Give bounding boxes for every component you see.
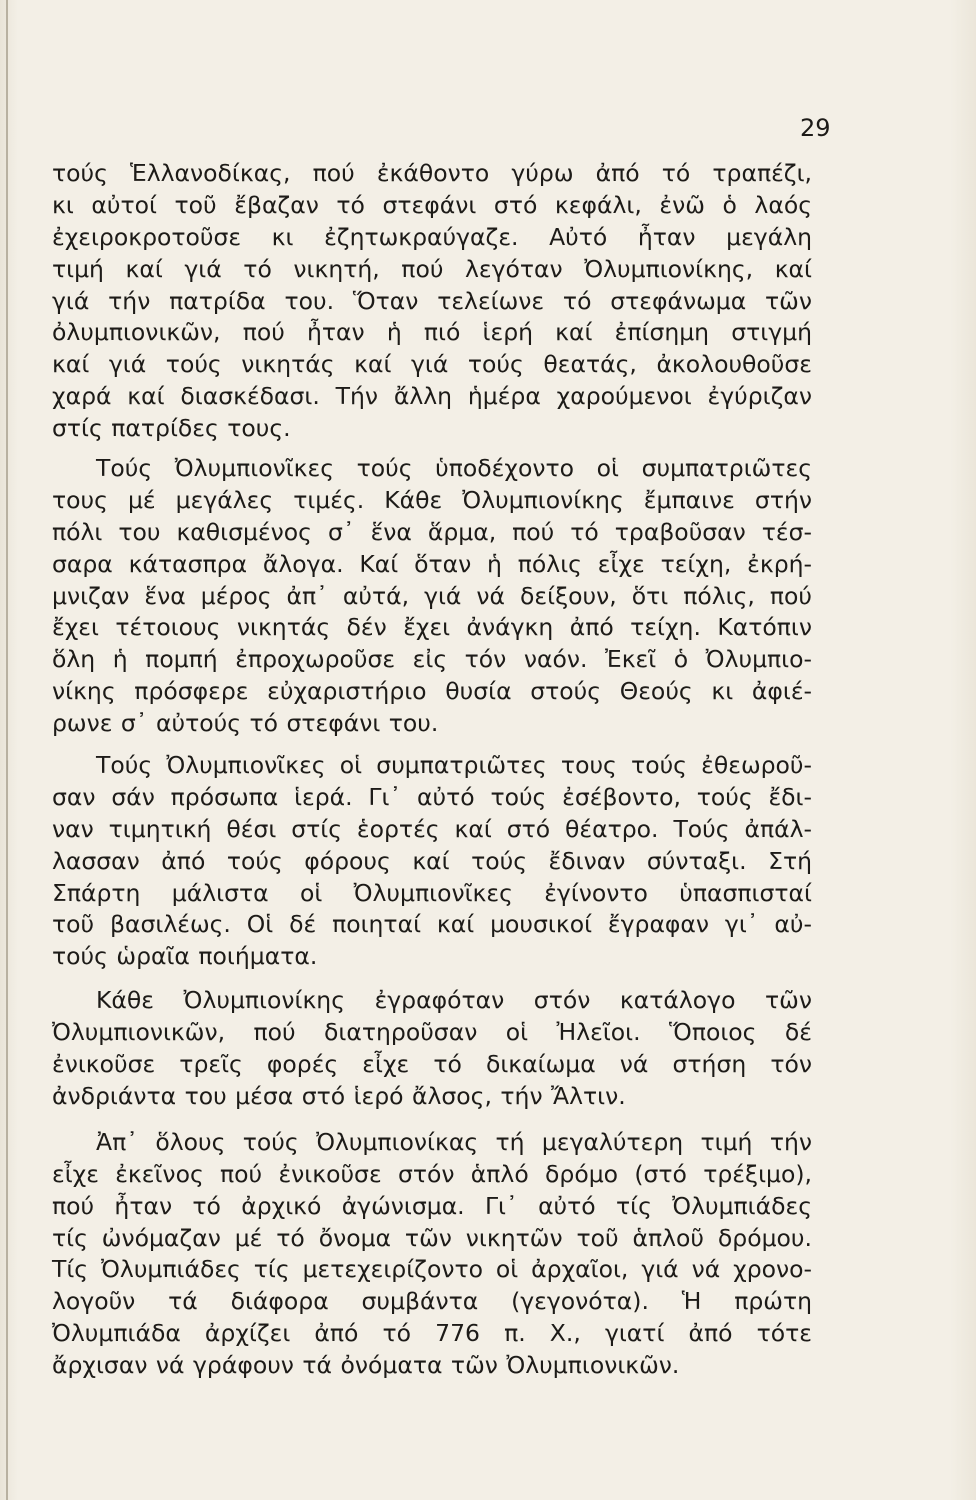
text-line: τούς ὡραῖα ποιήματα.	[52, 942, 318, 971]
text-line: ἀνδριάντα του μέσα στό ἱερό ἄλσος, τήν Ἄλτιν.	[52, 1081, 626, 1110]
paragraph-5	[52, 1127, 812, 1382]
text-line: λογοῦν τά διάφορα συμβάντα (γεγονότα). Ἡ πρώτη	[52, 1287, 812, 1316]
text-line: κι αὐτοί τοῦ ἔβαζαν τό στεφάνι στό κεφάλι, ἐνῶ ὁ λαός	[52, 190, 812, 219]
text-line: Ἀπ᾽ ὅλους τούς Ὀλυμπιονίκας τή μεγαλύτερη τιμή τήν	[96, 1127, 812, 1156]
page-number: 29	[800, 114, 831, 142]
text-line: σαρα κάτασπρα ἄλογα. Καί ὅταν ἡ πόλις εἶχε τείχη, ἐκρή-	[52, 549, 812, 578]
text-line: Ὀλυμπιάδα ἀρχίζει ἀπό τό 776 π. Χ., γιατί ἀπό τότε	[52, 1319, 812, 1348]
text-line: Ὀλυμπιονικῶν, πού διατηροῦσαν οἱ Ἠλεῖοι. Ὅποιος δέ	[52, 1018, 812, 1047]
paragraph-4	[52, 985, 812, 1113]
text-line: ρωνε σ᾽ αὐτούς τό στεφάνι του.	[52, 709, 439, 738]
text-line: ὅλη ἡ πομπή ἐπροχωροῦσε εἰς τόν ναόν. Ἐκεῖ ὁ Ὀλυμπιο-	[52, 645, 812, 674]
text-line: χαρά καί διασκέδασι. Τήν ἄλλη ἡμέρα χαρούμενοι ἐγύριζαν	[52, 382, 812, 411]
text-line: ἔχει τέτοιους νικητάς δέν ἔχει ἀνάγκη ἀπό τείχη. Κατόπιν	[52, 613, 812, 642]
text-line: Σπάρτη μάλιστα οἱ Ὀλυμπιονῖκες ἐγίνοντο ὑπασπισταί	[52, 878, 812, 907]
text-line: νίκης πρόσφερε εὐχαριστήριο θυσία στούς Θεούς κι ἀφιέ-	[52, 677, 812, 706]
binding-edge	[6, 0, 8, 1500]
text-line: λασσαν ἀπό τούς φόρους καί τούς ἔδιναν σύνταξι. Στή	[52, 846, 812, 875]
text-line: τιμή καί γιά τό νικητή, πού λεγόταν Ὀλυμπιονίκης, καί	[52, 254, 812, 283]
paragraph-3	[52, 750, 812, 973]
text-line: τίς ὠνόμαζαν μέ τό ὄνομα τῶν νικητῶν τοῦ ἁπλοῦ δρόμου.	[52, 1223, 812, 1252]
text-line: γιά τήν πατρίδα του. Ὅταν τελείωνε τό στεφάνωμα τῶν	[52, 286, 812, 315]
text-line: πόλι του καθισμένος σ᾽ ἕνα ἅρμα, πού τό τραβοῦσαν τέσ-	[52, 517, 812, 546]
text-line: ἐνικοῦσε τρεῖς φορές εἶχε τό δικαίωμα νά στήση τόν	[52, 1050, 812, 1079]
text-line: πού ἦταν τό ἀρχικό ἀγώνισμα. Γι᾽ αὐτό τίς Ὀλυμπιάδες	[52, 1191, 812, 1220]
paragraph-2	[52, 453, 812, 740]
text-line: καί γιά τούς νικητάς καί γιά τούς θεατάς, ἀκολουθοῦσε	[52, 350, 812, 379]
text-line: τούς Ἑλλανοδίκας, πού ἐκάθοντο γύρω ἀπό τό τραπέζι,	[52, 159, 812, 187]
body-text	[52, 158, 812, 1382]
text-line: στίς πατρίδες τους.	[52, 414, 291, 443]
text-line: τοῦ βασιλέως. Οἱ δέ ποιηταί καί μουσικοί ἔγραφαν γι᾽ αὐ-	[52, 910, 812, 939]
text-line: ὀλυμπιονικῶν, πού ἦταν ἡ πιό ἱερή καί ἐπίσημη στιγμή	[52, 318, 812, 347]
text-line: Τίς Ὀλυμπιάδες τίς μετεχειρίζοντο οἱ ἀρχαῖοι, γιά νά χρονο-	[52, 1255, 812, 1284]
text-line: μνιζαν ἕνα μέρος ἀπ᾽ αὐτά, γιά νά δείξουν, ὅτι πόλις, πού	[52, 581, 812, 610]
paragraph-1	[52, 158, 812, 445]
text-line: ἄρχισαν νά γράφουν τά ὀνόματα τῶν Ὀλυμπιονικῶν.	[52, 1351, 680, 1380]
text-line: Τούς Ὀλυμπιονῖκες τούς ὑποδέχοντο οἱ συμπατριῶτες	[96, 454, 812, 483]
text-line: ἐχειροκροτοῦσε κι ἐζητωκραύγαζε. Αὐτό ἦταν μεγάλη	[52, 222, 812, 251]
text-line: Τούς Ὀλυμπιονῖκες οἱ συμπατριῶτες τους τούς ἐθεωροῦ-	[96, 751, 812, 780]
text-line: εἶχε ἐκεῖνος πού ἐνικοῦσε στόν ἁπλό δρόμο (στό τρέξιμο),	[52, 1159, 812, 1188]
text-line: τους μέ μεγάλες τιμές. Κάθε Ὀλυμπιονίκης ἔμπαινε στήν	[52, 485, 812, 514]
text-line: σαν σάν πρόσωπα ἱερά. Γι᾽ αὐτό τούς ἐσέβοντο, τούς ἔδι-	[52, 782, 812, 811]
text-line: ναν τιμητική θέσι στίς ἑορτές καί στό θέατρο. Τούς ἀπάλ-	[52, 814, 812, 843]
text-line: Κάθε Ὀλυμπιονίκης ἐγραφόταν στόν κατάλογο τῶν	[96, 986, 812, 1015]
